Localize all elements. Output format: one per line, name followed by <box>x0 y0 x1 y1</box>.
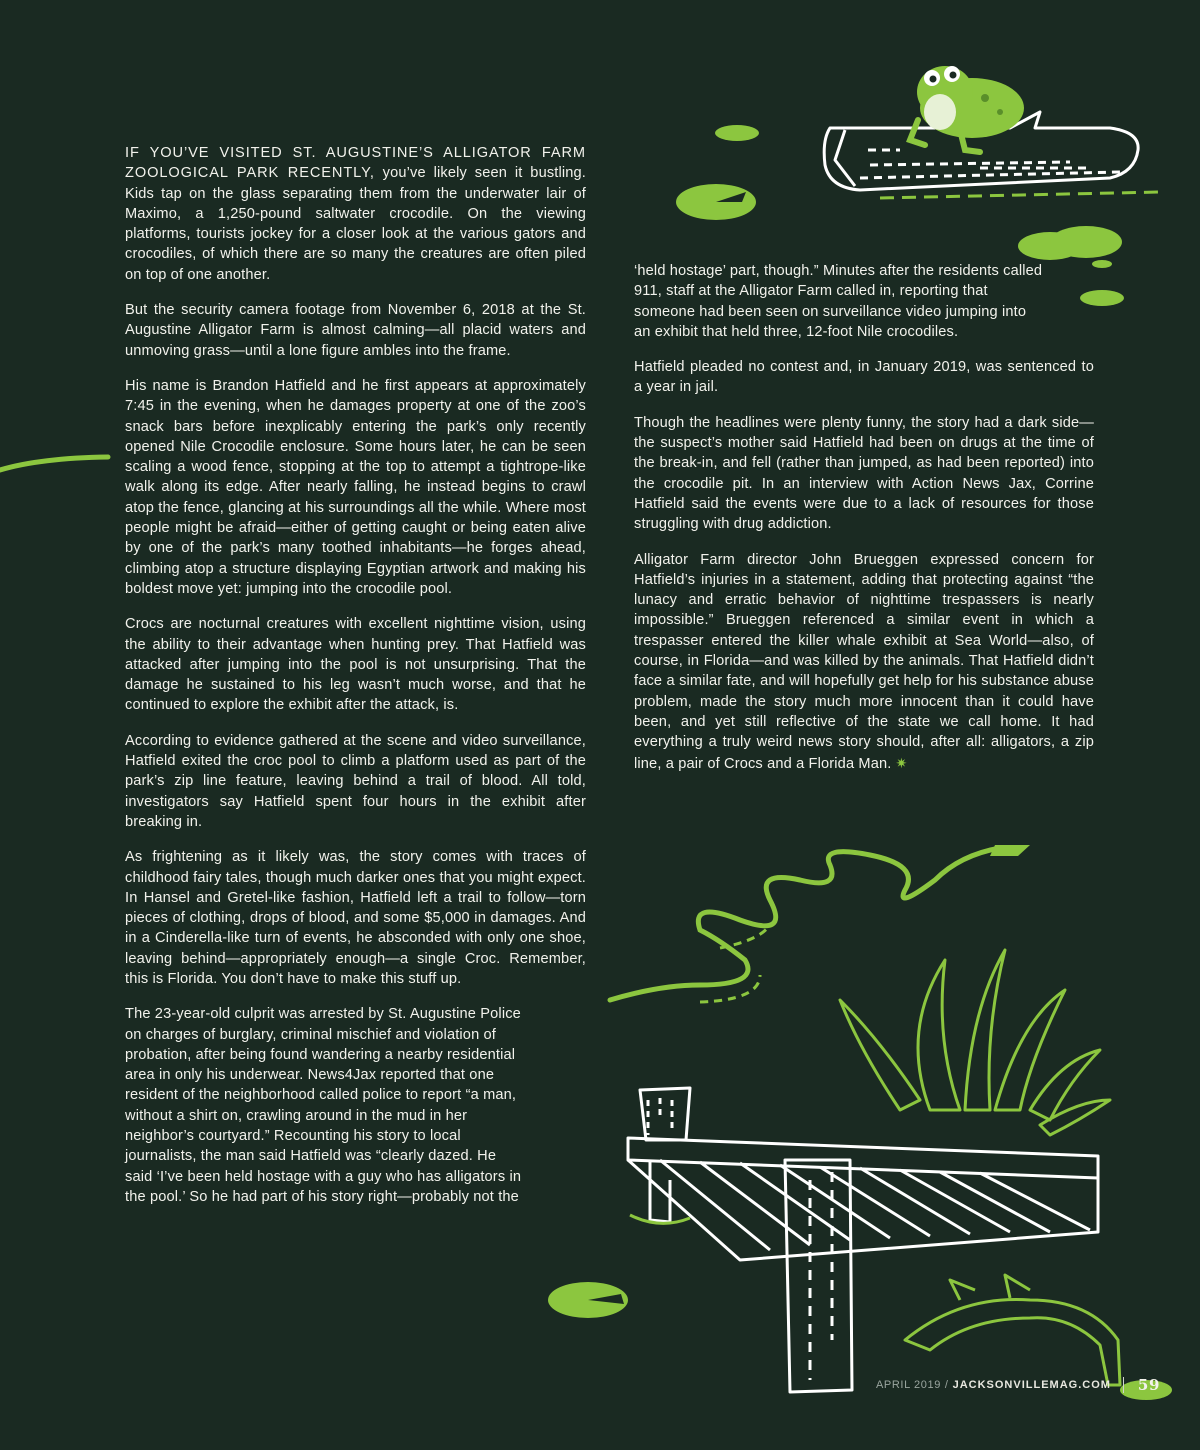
article-paragraph <box>125 143 586 285</box>
driftwood-icon <box>905 1275 1120 1385</box>
seaweed-icon <box>840 950 1110 1135</box>
water-ripple-line <box>880 192 1160 198</box>
frog-on-log-icon <box>910 66 1024 152</box>
article-paragraph-text: Alligator Farm director John Brueggen expressed concern for Hatfield’s injuries in a statement, adding that protecting against “the lunacy and erratic behavior of nighttime trespassers is nearly impossible.” Brueggen referenced a similar event in which a trespasser entered the killer whale exhibit at Sea World—also, of course, in Florida—and was killed by the animals. That Hatfield didn’t face a similar fate, and will hopefully get help for his substance abuse problem, made the story much more innocent than it could have been, and yet still reflective of the state we call home. It had everything a truly weird news story should, after all: alligators, a zip line, a pair of Crocs and a Florida Man. <box>634 551 1094 772</box>
green-swoosh-line <box>0 457 108 470</box>
article-paragraph: The 23-year-old culprit was arrested by St. Augustine Police on charges of burglary, criminal mischief and violation of probation, after being found wandering a nearby residential area in only his underwear. News4Jax reported that one resident of the neighborhood called police to report “a man, without a shirt on, crawling around in the mud in her neighbor’s courtyard.” Recounting his story to local journalists, the man said Hatfield was “clearly dazed. He said ‘I’ve been held hostage with a guy who has alligators in the pool.’ So he had part of his story right—probably not the <box>125 1006 522 1205</box>
article-right-column <box>634 261 1094 789</box>
page-number: 59 <box>1137 1376 1160 1394</box>
snake-icon <box>610 845 1030 1002</box>
article-paragraph: But the security camera footage from November 6, 2018 at the St. Augustine Alligator Farm is almost calming—all placid waters and unmoving grass—until a lone figure ambles into the frame. <box>125 302 586 359</box>
article-paragraph <box>634 550 1094 774</box>
article-paragraph-text: you’ve likely seen it bustling. Kids tap on the glass separating them from the underwater lair of Maximo, a 1,250-pound saltwater crocodile. On the viewing platforms, tourists jockey for a closer look at the various gators and crocodiles, of which there are so many the creatures are often piled on top of one another. <box>125 165 587 283</box>
article-paragraph: Hatfield pleaded no contest and, in January 2019, was sentenced to a year in jail. <box>634 359 1094 396</box>
article-paragraph: His name is Brandon Hatfield and he first appears at approximately 7:45 in the evening, when he damages property at one of the zoo’s snack bars before inexplicably entering the park’s only recently opened Nile Crocodile enclosure. Some hours later, he can be seen scaling a wood fence, stopping at the top to attempt a tightrope-like walk along its edge. After nearly falling, he instead begins to crawl atop the fence, glancing at his surroundings all the while. Where most people might be afraid—either of getting caught or being eaten alive by one of the park’s many toothed inhabitants—he forges ahead, climbing atop a structure displaying Egyptian artwork and making his boldest move yet: jumping into the crocodile pool. <box>125 377 586 597</box>
article-paragraph: Though the headlines were plenty funny, the story had a dark side—the suspect’s mother said Hatfield had been on drugs at the time of the break-in, and fell (rather than jumped, as had been reported) into the crocodile pit. In an interview with Action News Jax, Corrine Hatfield said the events were due to a lack of resources for those struggling with drug addiction. <box>634 414 1094 533</box>
footer-separator: / <box>944 1379 949 1391</box>
page-footer <box>876 1376 1160 1394</box>
issue-date: APRIL 2019 <box>876 1379 941 1391</box>
article-paragraph: ‘held hostage’ part, though.” Minutes after the residents called 911, staff at the Alligator Farm called in, reporting that someone had been seen on surveillance video jumping into an exhibit that held three, 12-foot Nile crocodiles. <box>634 263 1043 340</box>
article-paragraph: As frightening as it likely was, the story comes with traces of childhood fairy tales, though much darker ones that you might expect. In Hansel and Gretel-like fashion, Hatfield left a trail to follow—torn pieces of clothing, drops of blood, and some $5,000 in damages. And in a Cinderella-like turn of events, he absconded with only one shoe, leaving behind—appropriately enough—a single Croc. Remember, this is Florida. You don’t have to make this stuff up. <box>125 849 586 987</box>
article-left-column <box>125 143 586 1222</box>
website-link[interactable]: JACKSONVILLEMAG.COM <box>952 1379 1111 1391</box>
dock-icon <box>628 1088 1098 1392</box>
article-lead-in: IF YOU’VE VISITED ST. AUGUSTINE’S ALLIGATOR FARM ZOOLOGICAL PARK RECENTLY, <box>125 145 586 182</box>
article-paragraph: Crocs are nocturnal creatures with excellent nighttime vision, using the ability to their advantage when hunting prey. That Hatfield was attacked after jumping into the pool is not unsurprising. That the damage he sustained to his leg wasn’t much worse, and that he continued to explore the exhibit after the attack, is. <box>125 616 586 714</box>
end-mark-icon: ✷ <box>895 754 908 771</box>
footer-divider <box>1123 1377 1124 1393</box>
article-paragraph: According to evidence gathered at the scene and video surveillance, Hatfield exited the croc pool to climb a platform used as part of the park’s zip line feature, leaving behind a trail of blood. All told, investigators say Hatfield spent four hours in the exhibit after breaking in. <box>125 732 586 830</box>
